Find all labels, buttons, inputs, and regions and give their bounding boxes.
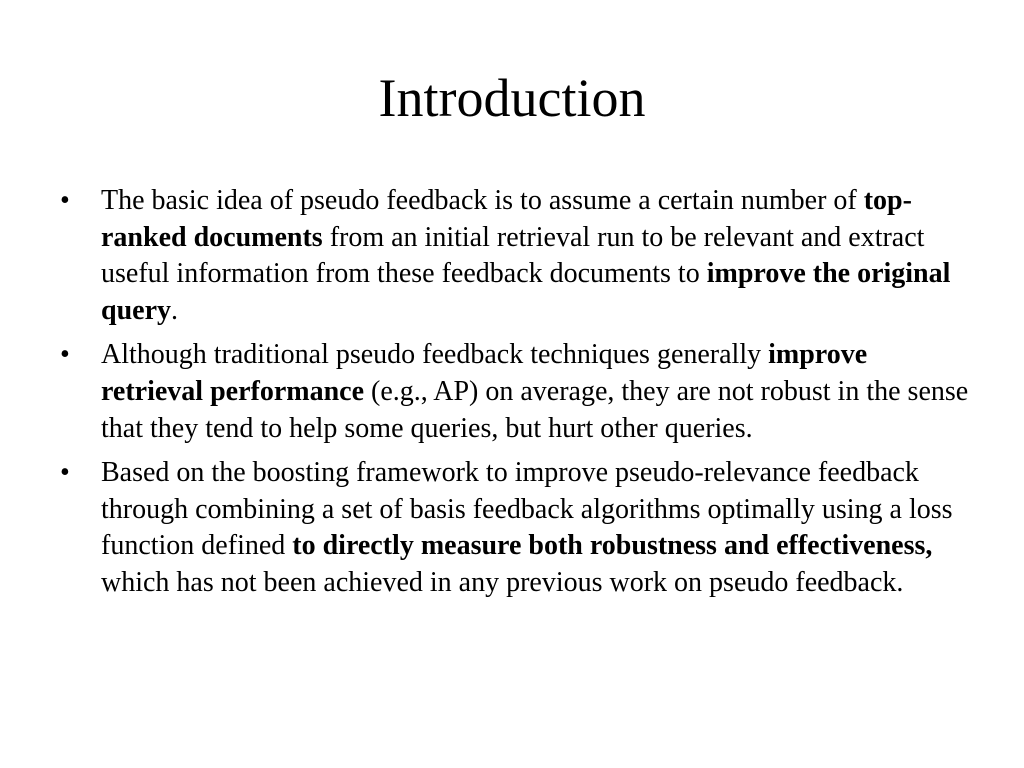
bold-segment: improve the original query	[101, 258, 951, 326]
bullet-text	[101, 185, 950, 326]
bullet-marker: •	[60, 339, 70, 371]
bullet-list	[60, 183, 970, 610]
text-segment: Although traditional pseudo feedback techniques generally	[101, 339, 769, 371]
slide-title: Introduction	[378, 68, 646, 128]
bullet-item	[60, 455, 970, 601]
text-segment: (e.g., AP) on average, they are not robust in the sense that they tend to help some queries, but hurt other queries.	[101, 375, 969, 444]
bold-segment: to directly measure both robustness and effectiveness,	[292, 530, 933, 562]
text-segment: The basic idea of pseudo feedback is to assume a certain number of	[101, 185, 864, 216]
text-segment: which has not been achieved in any previous work on pseudo feedback.	[101, 566, 904, 598]
bullet-text	[101, 339, 968, 443]
bold-segment: top-ranked documents	[101, 185, 912, 253]
bold-segment: improve retrieval performance	[101, 339, 868, 407]
text-segment: .	[171, 294, 178, 326]
bullet-text	[101, 457, 953, 598]
bullet-item	[60, 337, 970, 447]
bullet-marker: •	[60, 185, 70, 216]
text-segment: Based on the boosting framework to improve pseudo-relevance feedback through combining a set of basis feedback algorithms optimally using a loss function defined	[101, 457, 953, 562]
bullet-item	[60, 183, 970, 329]
bullet-marker: •	[60, 457, 70, 489]
text-segment: from an initial retrieval run to be relevant and extract useful information from these feedback documents to	[101, 221, 925, 290]
